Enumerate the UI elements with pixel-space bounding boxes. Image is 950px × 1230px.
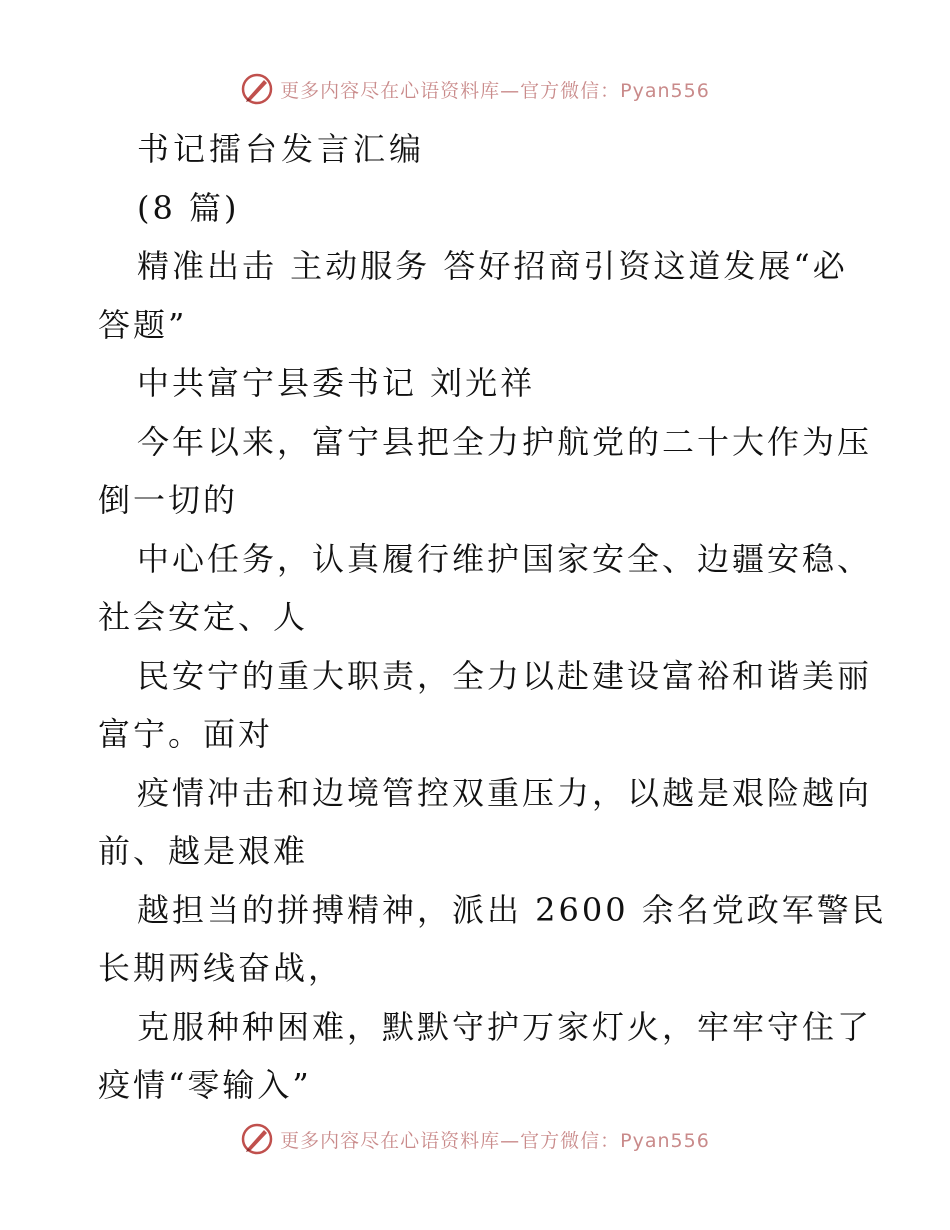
text-line: 答题” <box>98 305 188 344</box>
text-line: 精准出击 主动服务 答好招商引资这道发展“必 <box>137 247 848 285</box>
text-line: 疫情冲击和边境管控双重压力，以越是艰险越向 <box>137 773 873 812</box>
document-body <box>98 120 887 1115</box>
pen-logo-icon <box>240 1122 274 1156</box>
text-line: 今年以来，富宁县把全力护航党的二十大作为压 <box>137 422 873 461</box>
text-line: 民安宁的重大职责，全力以赴建设富裕和谐美丽 <box>137 656 873 695</box>
document-subtitle: (8 篇) <box>137 188 240 227</box>
header-watermark <box>0 72 950 106</box>
watermark-text: 更多内容尽在心语资料库—官方微信：Pyan556 <box>280 79 710 102</box>
text-line: 富宁。面对 <box>98 715 274 753</box>
text-line: 克服种种困难，默默守护万家灯火，牢牢守住了 <box>137 1007 873 1046</box>
text-line: 中心任务，认真履行维护国家安全、边疆安稳、 <box>137 539 873 578</box>
footer-watermark <box>0 1122 950 1156</box>
author-line: 中共富宁县委书记 刘光祥 <box>137 364 536 402</box>
text-line: 倒一切的 <box>98 481 239 519</box>
pen-logo-icon <box>240 72 274 106</box>
text-line: 越担当的拼搏精神，派出 2600 余名党政军警民 <box>137 890 887 929</box>
watermark-text: 更多内容尽在心语资料库—官方微信：Pyan556 <box>280 1129 710 1152</box>
text-line: 疫情“零输入” <box>98 1066 312 1104</box>
text-line: 长期两线奋战， <box>98 949 344 987</box>
text-line: 前、越是艰难 <box>98 832 309 870</box>
text-line: 社会安定、人 <box>98 598 309 636</box>
document-title: 书记擂台发言汇编 <box>137 130 426 168</box>
